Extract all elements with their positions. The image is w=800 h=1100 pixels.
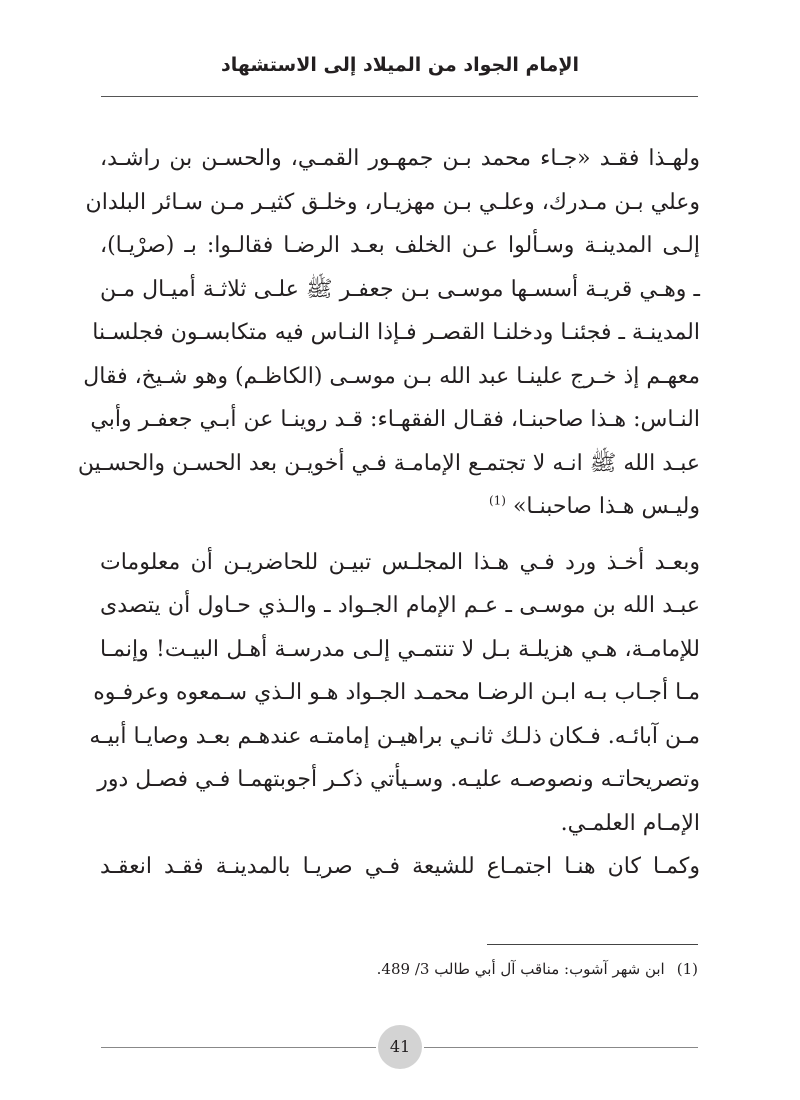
text-line-content: وليـس هـذا صاحبنـا»: [512, 494, 700, 519]
text-line: ـ وهـي قريـة أسسـها موسـى بـن جعفـر ﷺ علـى ثلاثـة أميـال مـن: [100, 276, 700, 302]
paragraph-gap: [100, 529, 700, 541]
text-line: [100, 485, 700, 529]
text-line: الإمـام العلمـي.: [560, 810, 700, 836]
text-line: مـن آبائـه. فـكان ذلـك ثانـي براهيـن إمامتـه عندهـم بعـد وصايـا أبيـه: [89, 723, 700, 749]
page-number-rule-left: [101, 1047, 376, 1048]
footnote: [377, 958, 698, 980]
header-rule: [101, 96, 698, 97]
paragraph-2: [89, 541, 700, 846]
footnote-reference[interactable]: (1): [488, 493, 506, 508]
text-line: النـاس: هـذا صاحبنـا، فقـال الفقهـاء: قـد روينـا عن أبـي جعفـر وأبي: [90, 407, 700, 432]
text-line: وعلي بـن مـدرك، وعلـي بـن مهزيـار، وخلـق كثيـر مـن سـائر البلدان: [85, 189, 700, 215]
running-header: الإمام الجواد من الميلاد إلى الاستشهاد: [221, 54, 579, 76]
text-line: وكمـا كان هنـا اجتمـاع للشيعة فـي صريـا بالمدينـة فقـد انعقـد: [100, 854, 700, 879]
text-line: مـا أجـاب بـه ابـن الرضـا محمـد الجـواد هـو الـذي سـمعوه وعرفـوه: [93, 680, 700, 705]
text-line: ولهـذا فقـد «جـاء محمد بـن جمهـور القمـي، والحسـن بن راشـد،: [100, 146, 700, 171]
page-number: 41: [378, 1025, 422, 1069]
text-line: للإمامـة، هـي هزيلـة بـل لا تنتمـي إلـى مدرسـة أهـل البيـت! وإنمـا: [100, 636, 700, 662]
paragraph-1: [77, 137, 700, 529]
text-line: المدينـة ـ فجئنـا ودخلنـا القصـر فـإذا النـاس فيه متكابسـون فجلسـنا: [92, 320, 700, 345]
text-line: إلـى المدينـة وسـألوا عـن الخلف بعـد الرضـا فقالـوا: بـ (صرْيـا)،: [100, 233, 700, 258]
text-line: عبـد الله بن موسـى ـ عـم الإمام الجـواد ـ والـذي حـاول أن يتصدى: [100, 593, 700, 618]
paragraph-3: [100, 845, 700, 889]
page-number-rule-right: [424, 1047, 698, 1048]
text-line: معهـم إذ خـرج علينـا عبد الله بـن موسـى (الكاظـم) وهو شـيخ، فقال: [83, 363, 700, 389]
text-line: وتصريحاتـه ونصوصـه عليـه. وسـيأتي ذكـر أجوبتهمـا فـي فصـل دور: [97, 767, 700, 792]
footnote-text: ابن شهر آشوب: مناقب آل أبي طالب 3/ 489.: [376, 960, 665, 978]
footnote-rule: [487, 944, 698, 945]
footnote-number: (1): [676, 960, 698, 978]
text-line: وبعـد أخـذ ورد فـي هـذا المجلـس تبيـن للحاضريـن أن معلومات: [100, 549, 700, 575]
text-line: عبـد الله ﷺ انـه لا تجتمـع الإمامـة فـي أخويـن بعد الحسـن والحسـين: [77, 450, 700, 476]
body-text: [77, 137, 700, 889]
